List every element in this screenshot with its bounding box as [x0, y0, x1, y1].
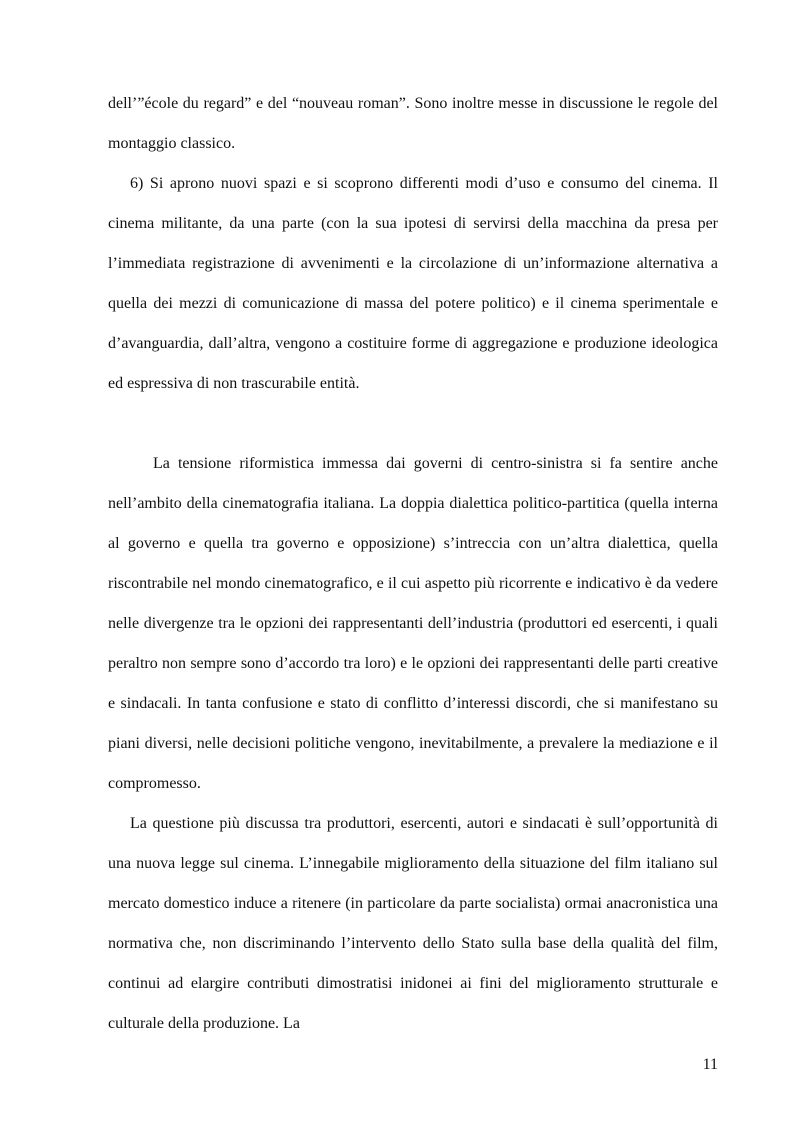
paragraph-tensione-riformistica: La tensione riformistica immessa dai governi di centro-sinistra si fa sentire anche nell’ambito della cinematografia italiana. La doppia dialettica politico-partitica (quella interna al governo e quella tra governo e opposizione) s’intreccia con un’altra dialettica, quella riscontrabile nel mondo cinematografico, e il cui aspetto più ricorrente e indicativo è da vedere nelle divergenze tra le opzioni dei rappresentanti dell’industria (produttori ed esercenti, i quali peraltro non sempre sono d’accordo tra loro) e le opzioni dei rappresentanti delle parti creative e sindacali. In tanta confusione e stato di conflitto d’interessi discordi, che si manifestano su piani diversi, nelle decisioni politiche vengono, inevitabilmente, a prevalere la mediazione e il compromesso.: [108, 455, 718, 792]
paragraph-point-6: 6) Si aprono nuovi spazi e si scoprono differenti modi d’uso e consumo del cinema. Il cinema militante, da una parte (con la sua ipotesi di servirsi della macchina da presa per l’immediata registrazione di avvenimenti e la circolazione di un’informazione alternativa a quella dei mezzi di comunicazione di massa del potere politico) e il cinema sperimentale e d’avanguardia, dall’altra, vengono a costituire forme di aggregazione e produzione ideologica ed espressiva di non trascurabile entità.: [108, 175, 718, 392]
paragraph-gap: [108, 404, 718, 444]
page-body: [108, 84, 718, 1044]
paragraph-continuation: dell’”école du regard” e del “nouveau roman”. Sono inoltre messe in discussione le regole del montaggio classico.: [108, 95, 718, 152]
paragraph-questione-discussa: La questione più discussa tra produttori, esercenti, autori e sindacati è sull’opportunità di una nuova legge sul cinema. L’innegabile miglioramento della situazione del film italiano sul mercato domestico induce a ritenere (in particolare da parte socialista) ormai anacronistica una normativa che, non discriminando l’intervento dello Stato sulla base della qualità del film, continui ad elargire contributi dimostratisi inidonei ai fini del miglioramento strutturale e culturale della produzione. La: [108, 815, 718, 1032]
page-number: 11: [702, 1056, 718, 1073]
